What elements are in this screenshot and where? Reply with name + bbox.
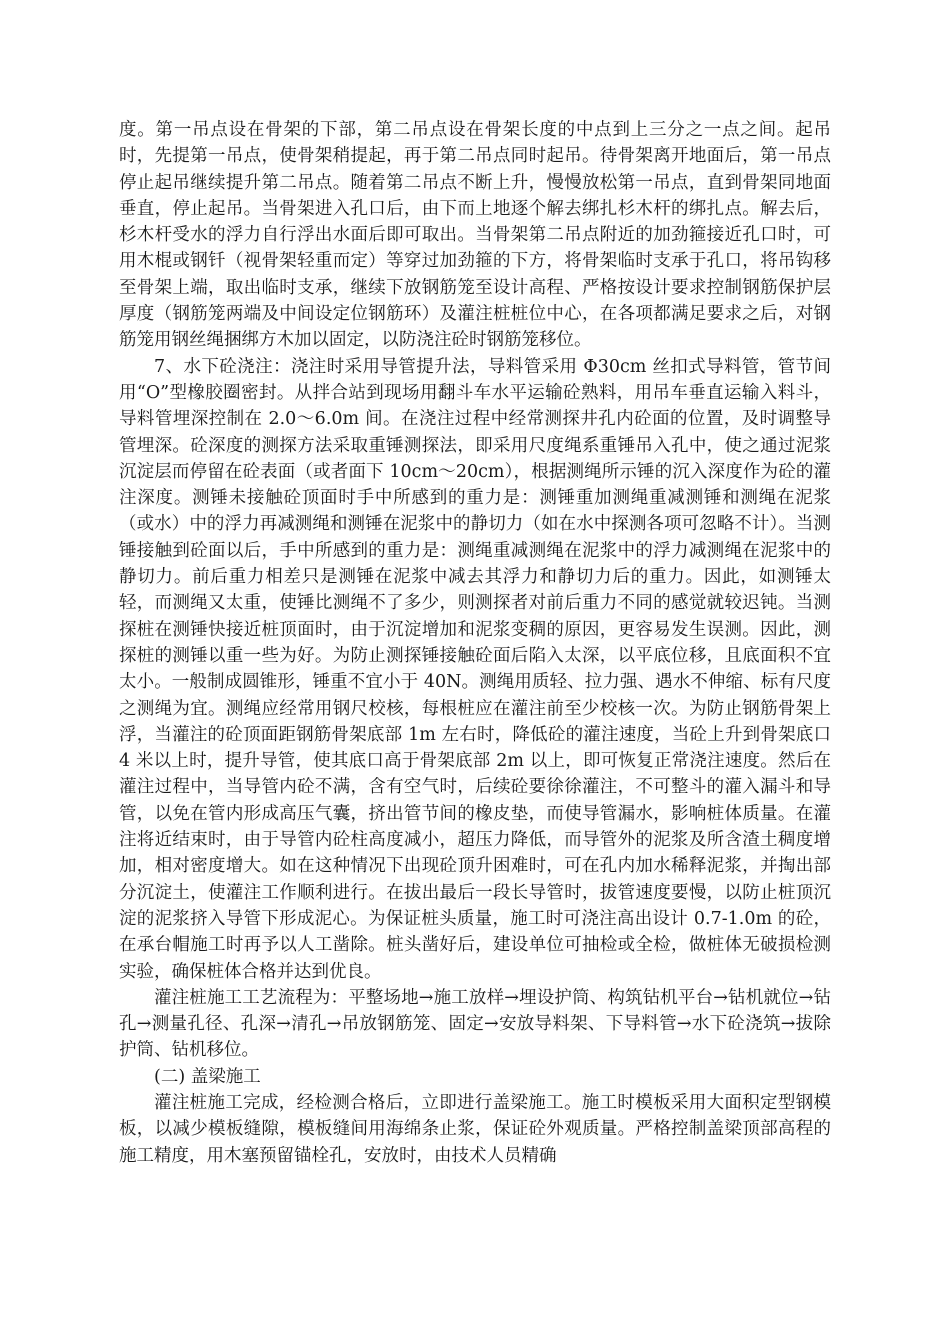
section-heading: (二) 盖梁施工 (154, 1066, 261, 1087)
paragraph-continuation: 度。第一吊点设在骨架的下部，第二吊点设在骨架长度的中点到上三分之一点之间。起吊时，先提第一吊点，使骨架稍提起，再于第二吊点同时起吊。待骨架离开地面后，第一吊点停止起吊继续提升第二吊点。随着第二吊点不断上升，慢慢放松第一吊点，直到骨架同地面垂直，停止起吊。当骨架进入孔口后，由下而上地逐个解去绑扎杉木杆的绑扎点。解去后，杉木杆受水的浮力自行浮出水面后即可取出。当骨架第二吊点附近的加劲箍接近孔口时，可用木棍或钢钎（视骨架轻重而定）等穿过加劲箍的下方，将骨架临时支承于孔口，将吊钩移至骨架上端，取出临时支承，继续下放钢筋笼至设计高程、严格按设计要求控制钢筋保护层厚度（钢筋笼两端及中间设定位钢筋环）及灌注桩桩位中心，在各项都满足要求之后，对钢筋笼用钢丝绳捆绑方木加以固定，以防浇注砼时钢筋笼移位。 (119, 120, 831, 351)
paragraph-cap-beam: 灌注桩施工完成，经检测合格后，立即进行盖梁施工。施工时模板采用大面积定型钢模板，以减少模板缝隙，模板缝间用海绵条止浆，保证砼外观质量。严格控制盖梁顶部高程的施工精度，用木塞预留锚栓孔，安放时，由技术人员精确 (119, 1092, 831, 1166)
document-body (119, 117, 831, 1169)
paragraph-process-flow: 灌注桩施工工艺流程为：平整场地→施工放样→埋设护筒、构筑钻机平台→钻机就位→钻孔→测量孔径、孔深→清孔→吊放钢筋笼、固定→安放导料架、下导料管→水下砼浇筑→拔除护筒、钻机移位。 (119, 987, 831, 1061)
paragraph-underwater-concrete: 7、水下砼浇注：浇注时采用导管提升法，导料管采用 Φ30cm 丝扣式导料管，管节间用“O”型橡胶圈密封。从拌合站到现场用翻斗车水平运输砼熟料，用吊车垂直运输入料斗，导料管埋深控制在 2.0～6.0m 间。在浇注过程中经常测探井孔内砼面的位置，及时调整导管埋深。砼深度的测探方法采取重锤测探法，即采用尺度绳系重锤吊入孔中，使之通过泥浆沉淀层而停留在砼表面（或者面下 10cm～20cm），根据测绳所示锤的沉入深度作为砼的灌注深度。测锤未接触砼顶面时手中所感到的重力是：测锤重加测绳重减测锤和测绳在泥浆（或水）中的浮力再减测绳和测锤在泥浆中的静切力（如在水中探测各项可忽略不计）。当测锤接触到砼面以后，手中所感到的重力是：测绳重减测绳在泥浆中的浮力减测绳在泥浆中的静切力。前后重力相差只是测锤在泥浆中减去其浮力和静切力后的重力。因此，如测锤太轻，而测绳又太重，使锤比测绳不了多少，则测探者对前后重力不同的感觉就较迟钝。当测探桩在测锤快接近桩顶面时，由于沉淀增加和泥浆变稠的原因，更容易发生误测。因此，测探桩的测锤以重一些为好。为防止测探锤接触砼面后陷入太深，以平底位移，且底面积不宜太小。一般制成圆锥形，锤重不宜小于 40N。测绳用质轻、拉力强、遇水不伸缩、标有尺度之测绳为宜。测绳应经常用钢尺校核，每根桩应在灌注前至少校核一次。为防止钢筋骨架上浮，当灌注的砼顶面距钢筋骨架底部 1m 左右时，降低砼的灌注速度，当砼上升到骨架底口 4 米以上时，提升导管，使其底口高于骨架底部 2m 以上，即可恢复正常浇注速度。然后在灌注过程中，当导管内砼不满，含有空气时，后续砼要徐徐灌注，不可整斗的灌入漏斗和导管，以免在管内形成高压气囊，挤出管节间的橡皮垫，而使导管漏水，影响桩体质量。在灌注将近结束时，由于导管内砼柱高度减小，超压力降低，而导管外的泥浆及所含渣土稠度增加，相对密度增大。如在这种情况下出现砼顶升困难时，可在孔内加水稀释泥浆，并掏出部分沉淀土，使灌注工作顺利进行。在拔出最后一段长导管时，拔管速度要慢，以防止桩顶沉淀的泥浆挤入导管下形成泥心。为保证桩头质量，施工时可浇注高出设计 0.7-1.0m 的砼，在承台帽施工时再予以人工凿除。桩头凿好后，建设单位可抽检或全检，做桩体无破损检测实验，确保桩体合格并达到优良。 (119, 356, 831, 982)
